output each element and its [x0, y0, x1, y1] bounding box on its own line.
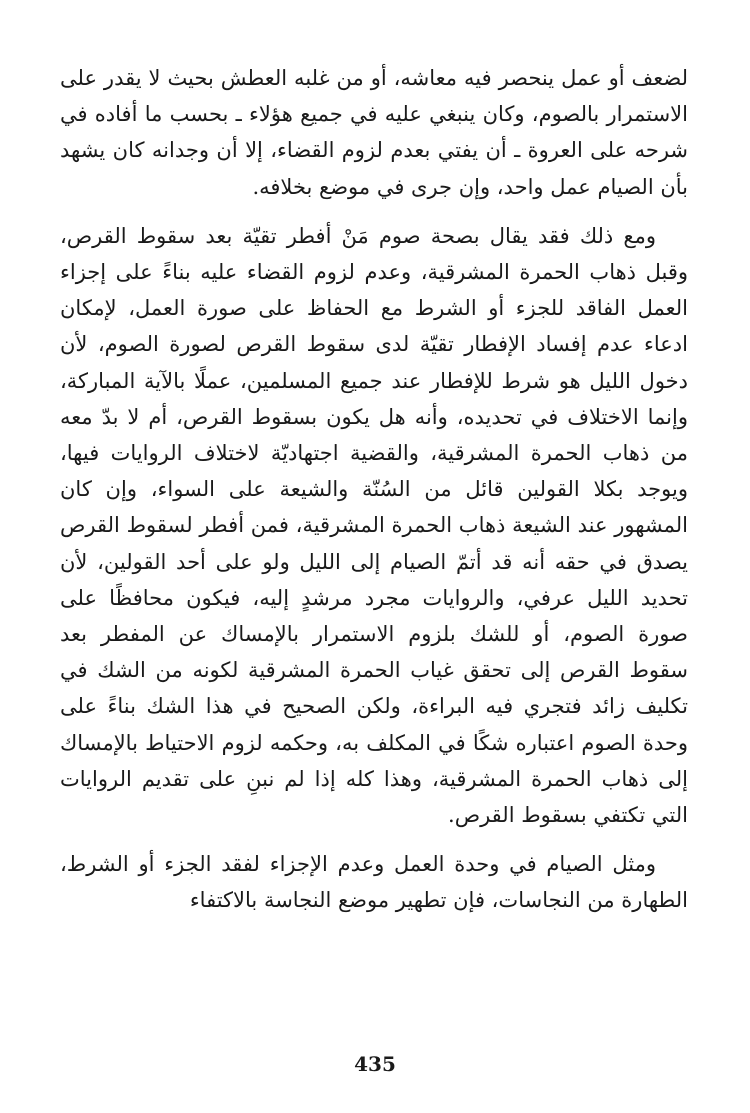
paragraph-taqiyya-discussion: ومع ذلك فقد يقال بصحة صوم مَنْ أفطر تقيّة بعد سقوط القرص، وقبل ذهاب الحمرة المشرقية، وعدم لزوم القضاء عليه بناءً على إجزاء العمل الفاقد للجزء أو الشرط مع الحفاظ على صورة العمل، لإمكان ادعاء عدم إفساد الإفطار تقيّة لدى سقوط القرص لصورة الصوم، لأن دخول الليل هو شرط للإفطار عند جميع المسلمين، عملًا بالآية المباركة، وإنما الاختلاف في تحديده، وأنه هل يكون بسقوط القرص، أم لا بدّ معه من ذهاب الحمرة المشرقية، والقضية اجتهاديّة لاختلاف الروايات فيها، ويوجد بكلا القولين قائل من السُنّة والشيعة على السواء، وإن كان المشهور عند الشيعة ذهاب الحمرة المشرقية، فمن أفطر لسقوط القرص يصدق في حقه أنه قد أتمّ الصيام إلى الليل ولو على أحد القولين، لأن تحديد الليل عرفي، والروايات مجرد مرشدٍ إليه، فيكون محافظًا على صورة الصوم، أو للشك بلزوم الاستمرار بالإمساك عن المفطر بعد سقوط القرص إلى تحقق غياب الحمرة المشرقية لكونه من الشك في تكليف زائد فتجري فيه البراءة، ولكن الصحيح في هذا الشك بناءً على وحدة الصوم اعتباره شكًا في المكلف به، وحكمه لزوم الاحتياط بالإمساك إلى ذهاب الحمرة المشرقية، وهذا كله إذا لم نبنِ على تقديم الروايات التي تكتفي بسقوط القرص.	[60, 223, 688, 828]
page-number: 435	[354, 1052, 396, 1076]
paragraph-tahara-discussion: ومثل الصيام في وحدة العمل وعدم الإجزاء لفقد الجزء أو الشرط، الطهارة من النجاسات، فإن تطهير موضع النجاسة بالاكتفاء	[60, 852, 688, 913]
paragraph-continuation: لضعف أو عمل ينحصر فيه معاشه، أو من غلبه العطش بحيث لا يقدر على الاستمرار بالصوم، وكان ينبغي عليه في جميع هؤلاء ـ بحسب ما أفاده في شرحه على العروة ـ أن يفتي بعدم لزوم القضاء، إلا أن وجدانه كان يشهد بأن الصيام عمل واحد، وإن جرى في موضع بخلافه.	[60, 66, 688, 199]
page-body	[60, 60, 688, 1040]
